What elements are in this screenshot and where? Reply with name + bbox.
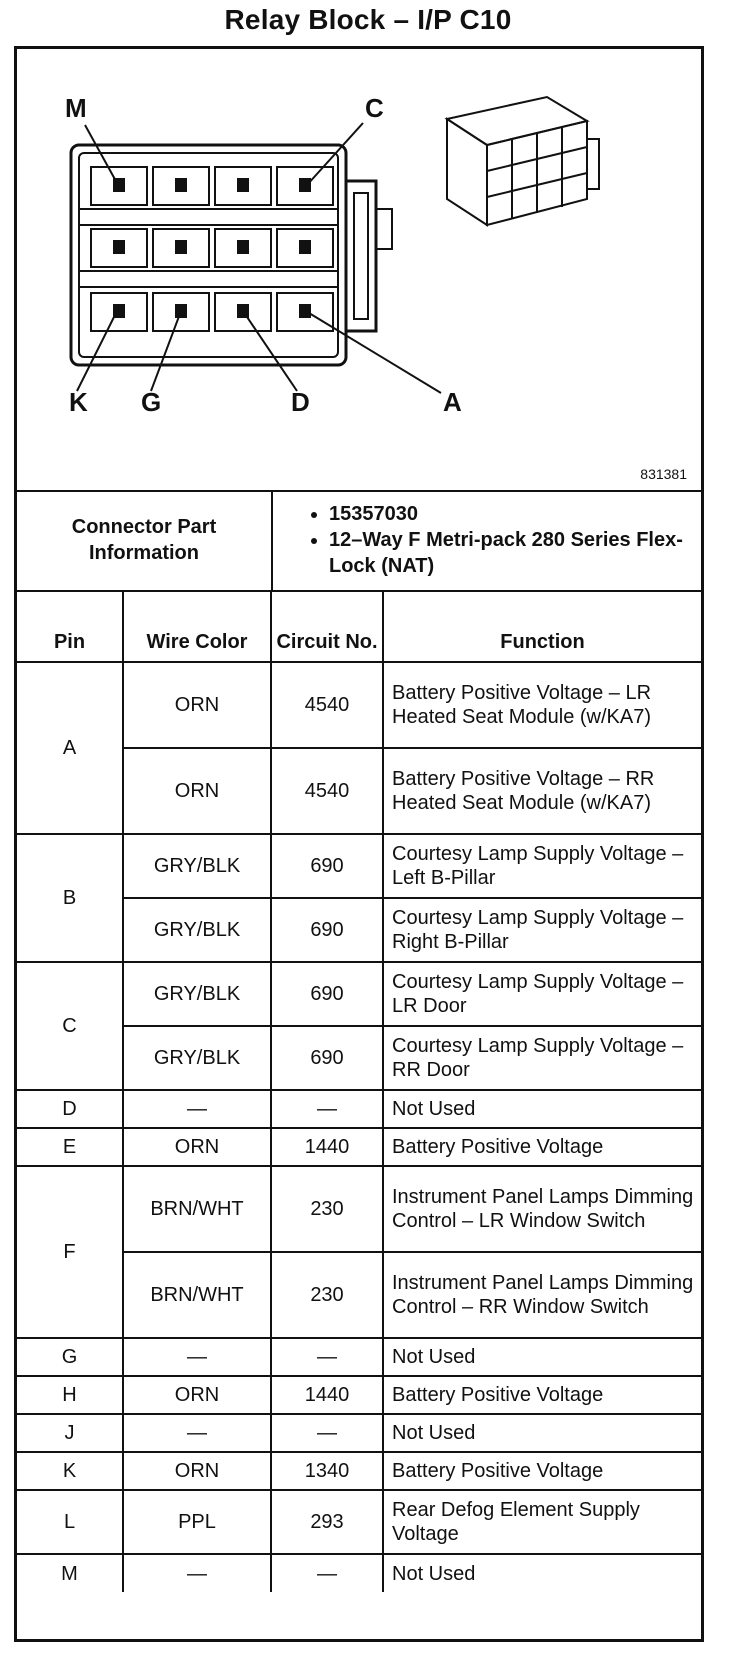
function-cell: Battery Positive Voltage (383, 1452, 701, 1490)
connector-info-values (272, 490, 701, 591)
pin-callout-a: A (443, 387, 462, 417)
circuit-cell: — (271, 1090, 383, 1128)
table-row (17, 1166, 701, 1252)
pin-callout-d: D (291, 387, 310, 417)
wire-color-cell: BRN/WHT (123, 1252, 271, 1338)
connector-part-number: • 15357030 (329, 501, 700, 527)
wire-color-cell: — (123, 1090, 271, 1128)
circuit-cell: 4540 (271, 662, 383, 748)
table-row (17, 1554, 701, 1592)
wire-color-cell: GRY/BLK (123, 834, 271, 898)
table-row (17, 1414, 701, 1452)
table-row (17, 1376, 701, 1414)
circuit-cell: 690 (271, 1026, 383, 1090)
header-wire-color: Wire Color (123, 591, 271, 662)
pin-cell: G (17, 1338, 123, 1376)
pin-callout-k: K (69, 387, 88, 417)
pin-cavities (91, 167, 333, 331)
circuit-cell: 1440 (271, 1376, 383, 1414)
circuit-cell: — (271, 1554, 383, 1592)
circuit-cell: 4540 (271, 748, 383, 834)
table-row (17, 1338, 701, 1376)
connector-info-table (17, 490, 701, 592)
circuit-cell: 1440 (271, 1128, 383, 1166)
figure-number: 831381 (640, 466, 687, 482)
function-cell: Instrument Panel Lamps Dimming Control – LR Window Switch (383, 1166, 701, 1252)
wire-color-cell: — (123, 1414, 271, 1452)
pinout-table (17, 590, 701, 1592)
connector-sheet (14, 46, 704, 1642)
wire-color-cell: GRY/BLK (123, 898, 271, 962)
circuit-cell: 230 (271, 1252, 383, 1338)
pin-cell: J (17, 1414, 123, 1452)
table-row (17, 1452, 701, 1490)
table-row (17, 834, 701, 898)
wire-color-cell: GRY/BLK (123, 1026, 271, 1090)
pin-cell: A (17, 662, 123, 834)
pin-cell: M (17, 1554, 123, 1592)
function-cell: Battery Positive Voltage (383, 1376, 701, 1414)
circuit-cell: — (271, 1338, 383, 1376)
wire-color-cell: ORN (123, 748, 271, 834)
connector-face-drawing (17, 49, 701, 490)
function-cell: Battery Positive Voltage – LR Heated Seat Module (w/KA7) (383, 662, 701, 748)
wire-color-cell: ORN (123, 662, 271, 748)
wire-color-cell: — (123, 1338, 271, 1376)
pin-callout-g: G (141, 387, 162, 417)
page-title: Relay Block – I/P C10 (224, 4, 512, 35)
function-cell: Battery Positive Voltage – RR Heated Seat Module (w/KA7) (383, 748, 701, 834)
table-row (17, 1090, 701, 1128)
function-cell: Not Used (383, 1414, 701, 1452)
callout-leaders (77, 123, 441, 393)
pin-cell: F (17, 1166, 123, 1338)
circuit-cell: 690 (271, 834, 383, 898)
connector-info-label: Connector Part Information (17, 490, 272, 591)
pin-cell: D (17, 1090, 123, 1128)
circuit-cell: 690 (271, 962, 383, 1026)
table-row (17, 1490, 701, 1554)
pinout-rows (17, 662, 701, 1592)
function-cell: Instrument Panel Lamps Dimming Control – RR Window Switch (383, 1252, 701, 1338)
function-cell: Courtesy Lamp Supply Voltage – LR Door (383, 962, 701, 1026)
function-cell: Courtesy Lamp Supply Voltage – RR Door (383, 1026, 701, 1090)
function-cell: Battery Positive Voltage (383, 1128, 701, 1166)
circuit-cell: 230 (271, 1166, 383, 1252)
wire-color-cell: BRN/WHT (123, 1166, 271, 1252)
pin-cell: E (17, 1128, 123, 1166)
circuit-cell: 293 (271, 1490, 383, 1554)
circuit-cell: 1340 (271, 1452, 383, 1490)
header-circuit-no: Circuit No. (271, 591, 383, 662)
wire-color-cell: PPL (123, 1490, 271, 1554)
connector-latch (346, 181, 376, 331)
connector-diagram (17, 49, 701, 492)
table-row (17, 662, 701, 748)
pin-cell: C (17, 962, 123, 1090)
pin-cell: K (17, 1452, 123, 1490)
header-pin: Pin (17, 591, 123, 662)
pin-cell: L (17, 1490, 123, 1554)
circuit-cell: 690 (271, 898, 383, 962)
header-function: Function (383, 591, 701, 662)
function-cell: Not Used (383, 1090, 701, 1128)
pin-callout-m: M (65, 93, 87, 123)
wire-color-cell: ORN (123, 1128, 271, 1166)
wire-color-cell: ORN (123, 1452, 271, 1490)
function-cell: Courtesy Lamp Supply Voltage – Left B-Pillar (383, 834, 701, 898)
pin-cell: B (17, 834, 123, 962)
wire-color-cell: ORN (123, 1376, 271, 1414)
connector-description: • 12–Way F Metri-pack 280 Series Flex-Lock (NAT) (329, 527, 700, 579)
table-row (17, 962, 701, 1026)
wire-color-cell: — (123, 1554, 271, 1592)
connector-isometric-view (447, 97, 599, 225)
pin-terminals (113, 178, 311, 318)
function-cell: Rear Defog Element Supply Voltage (383, 1490, 701, 1554)
pin-callout-c: C (365, 93, 384, 123)
table-row (17, 1128, 701, 1166)
function-cell: Courtesy Lamp Supply Voltage – Right B-Pillar (383, 898, 701, 962)
function-cell: Not Used (383, 1338, 701, 1376)
pin-cell: H (17, 1376, 123, 1414)
wire-color-cell: GRY/BLK (123, 962, 271, 1026)
circuit-cell: — (271, 1414, 383, 1452)
function-cell: Not Used (383, 1554, 701, 1592)
